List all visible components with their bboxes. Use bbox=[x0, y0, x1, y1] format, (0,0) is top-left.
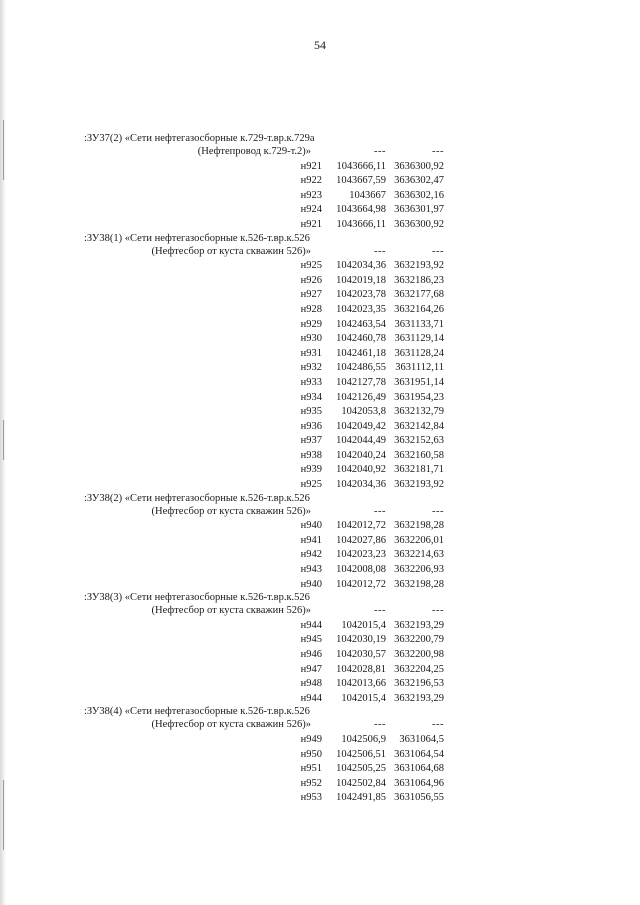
y-coordinate: 3632193,29 bbox=[394, 619, 444, 631]
point-label: н940 bbox=[300, 520, 322, 532]
x-coordinate: 1043667,59 bbox=[336, 175, 386, 187]
coordinate-row bbox=[84, 791, 464, 806]
point-label: н924 bbox=[300, 204, 322, 216]
point-label: н949 bbox=[300, 733, 322, 745]
parcel-title: :ЗУ38(3) «Сети нефтегазосборные к.526-т.вр.к.526 bbox=[84, 592, 310, 604]
y-coordinate: 3631064,68 bbox=[394, 763, 444, 775]
coordinate-row bbox=[84, 288, 464, 303]
point-label: н951 bbox=[300, 763, 322, 775]
point-label: н941 bbox=[300, 534, 322, 546]
point-label: н946 bbox=[300, 649, 322, 660]
point-label: н921 bbox=[300, 160, 322, 172]
x-coordinate: 1042486,55 bbox=[336, 362, 386, 374]
coordinate-row bbox=[84, 663, 464, 678]
point-label: н932 bbox=[300, 362, 322, 374]
point-label: н927 bbox=[300, 289, 322, 301]
parcel-title: :ЗУ38(1) «Сети нефтегазосборные к.526-т.вр.к.526 bbox=[84, 232, 310, 244]
x-coordinate: 1042506,9 bbox=[341, 733, 386, 745]
y-coordinate: 3631954,23 bbox=[394, 391, 444, 403]
y-coordinate: 3636302,16 bbox=[394, 189, 444, 201]
y-coordinate: 3636301,97 bbox=[394, 204, 444, 216]
coordinate-row bbox=[84, 619, 464, 634]
point-label: н925 bbox=[300, 260, 322, 272]
parcel-title-continuation: (Нефтесбор от куста скважин 526)» bbox=[151, 245, 311, 257]
x-coordinate: 1042127,78 bbox=[336, 376, 386, 388]
parcel-section bbox=[84, 592, 464, 706]
y-coordinate: 3631129,14 bbox=[394, 333, 444, 345]
parcel-section bbox=[84, 233, 464, 493]
x-coordinate: 1042049,42 bbox=[336, 420, 386, 432]
y-coordinate: 3632193,92 bbox=[394, 260, 444, 272]
point-label: н933 bbox=[300, 376, 322, 388]
coordinate-row bbox=[84, 189, 464, 204]
x-coordinate: 1042015,4 bbox=[341, 692, 386, 704]
y-coordinate: 3632200,98 bbox=[394, 649, 444, 660]
point-label: н937 bbox=[300, 435, 322, 447]
x-coordinate: 1042008,08 bbox=[336, 564, 386, 576]
header-y-dash: --- bbox=[432, 505, 444, 517]
header-y-dash: --- bbox=[432, 245, 444, 257]
coordinate-row bbox=[84, 633, 464, 648]
scan-artifact bbox=[3, 420, 4, 460]
parcel-title: :ЗУ38(4) «Сети нефтегазосборные к.526-т.вр.к.526 bbox=[84, 706, 310, 718]
parcel-title-continuation-row bbox=[84, 505, 464, 520]
coordinate-row bbox=[84, 274, 464, 289]
x-coordinate: 1042460,78 bbox=[336, 333, 386, 345]
x-coordinate: 1042023,78 bbox=[336, 289, 386, 301]
x-coordinate: 1042506,51 bbox=[336, 748, 386, 760]
point-label: н934 bbox=[300, 391, 322, 403]
x-coordinate: 1043666,11 bbox=[336, 218, 386, 230]
coordinate-row bbox=[84, 534, 464, 549]
y-coordinate: 3632132,79 bbox=[394, 406, 444, 418]
coordinate-row bbox=[84, 463, 464, 478]
y-coordinate: 3631133,71 bbox=[394, 318, 444, 330]
y-coordinate: 3636300,92 bbox=[394, 218, 444, 230]
coordinates-list bbox=[84, 133, 464, 806]
y-coordinate: 3632193,92 bbox=[394, 479, 444, 491]
coordinate-row bbox=[84, 449, 464, 464]
parcel-title: :ЗУ37(2) «Сети нефтегазосборные к.729-т.вр.к.729а bbox=[84, 133, 315, 144]
parcel-title-continuation: (Нефтесбор от куста скважин 526)» bbox=[151, 605, 311, 617]
x-coordinate: 1042023,23 bbox=[336, 549, 386, 561]
parcel-title-continuation: (Нефтесбор от куста скважин 526)» bbox=[151, 719, 311, 731]
x-coordinate: 1042012,72 bbox=[336, 578, 386, 590]
x-coordinate: 1043667 bbox=[349, 189, 386, 201]
coordinate-row bbox=[84, 420, 464, 435]
parcel-title-continuation: (Нефтесбор от куста скважин 526)» bbox=[151, 505, 311, 517]
header-y-dash: --- bbox=[432, 605, 444, 617]
coordinate-row bbox=[84, 361, 464, 376]
x-coordinate: 1042491,85 bbox=[336, 792, 386, 804]
coordinate-row bbox=[84, 733, 464, 748]
coordinate-row bbox=[84, 259, 464, 274]
point-label: н948 bbox=[300, 678, 322, 690]
y-coordinate: 3631128,24 bbox=[394, 347, 444, 359]
x-coordinate: 1042027,86 bbox=[336, 534, 386, 546]
y-coordinate: 3632204,25 bbox=[394, 663, 444, 675]
x-coordinate: 1042044,49 bbox=[336, 435, 386, 447]
x-coordinate: 1042019,18 bbox=[336, 274, 386, 286]
y-coordinate: 3632160,58 bbox=[394, 449, 444, 461]
coordinate-row bbox=[84, 203, 464, 218]
point-label: н935 bbox=[300, 406, 322, 418]
x-coordinate: 1042023,35 bbox=[336, 303, 386, 315]
point-label: н950 bbox=[300, 748, 322, 760]
header-y-dash: --- bbox=[432, 719, 444, 731]
scan-artifact bbox=[3, 780, 4, 850]
x-coordinate: 1042040,24 bbox=[336, 449, 386, 461]
point-label: н944 bbox=[300, 619, 322, 631]
coordinate-row bbox=[84, 677, 464, 692]
y-coordinate: 3632214,63 bbox=[394, 549, 444, 561]
x-coordinate: 1043664,98 bbox=[336, 204, 386, 216]
point-label: н925 bbox=[300, 479, 322, 491]
y-coordinate: 3632152,63 bbox=[394, 435, 444, 447]
y-coordinate: 3632164,26 bbox=[394, 303, 444, 315]
coordinate-row bbox=[84, 405, 464, 420]
y-coordinate: 3632186,23 bbox=[394, 274, 444, 286]
y-coordinate: 3631056,55 bbox=[394, 792, 444, 804]
coordinate-row bbox=[84, 318, 464, 333]
coordinate-row bbox=[84, 762, 464, 777]
coordinate-row bbox=[84, 376, 464, 391]
x-coordinate: 1042030,57 bbox=[336, 649, 386, 660]
x-coordinate: 1042015,4 bbox=[341, 619, 386, 631]
point-label: н943 bbox=[300, 564, 322, 576]
header-x-dash: --- bbox=[374, 245, 386, 257]
header-x-dash: --- bbox=[374, 605, 386, 617]
point-label: н944 bbox=[300, 692, 322, 704]
parcel-title-continuation-row bbox=[84, 245, 464, 260]
point-label: н947 bbox=[300, 663, 322, 675]
coordinate-row bbox=[84, 347, 464, 362]
point-label: н942 bbox=[300, 549, 322, 561]
x-coordinate: 1042012,72 bbox=[336, 520, 386, 532]
point-label: н939 bbox=[300, 464, 322, 476]
x-coordinate: 1042034,36 bbox=[336, 479, 386, 491]
coordinate-row bbox=[84, 434, 464, 449]
y-coordinate: 3632198,28 bbox=[394, 578, 444, 590]
y-coordinate: 3632206,93 bbox=[394, 564, 444, 576]
parcel-title-continuation-row bbox=[84, 604, 464, 619]
parcel-title: :ЗУ38(2) «Сети нефтегазосборные к.526-т.вр.к.526 bbox=[84, 492, 310, 504]
y-coordinate: 3636302,47 bbox=[394, 175, 444, 187]
point-label: н929 bbox=[300, 318, 322, 330]
x-coordinate: 1043666,11 bbox=[336, 160, 386, 172]
x-coordinate: 1042040,92 bbox=[336, 464, 386, 476]
y-coordinate: 3636300,92 bbox=[394, 160, 444, 172]
coordinate-row bbox=[84, 748, 464, 763]
point-label: н930 bbox=[300, 333, 322, 345]
y-coordinate: 3631064,5 bbox=[399, 733, 444, 745]
y-coordinate: 3632142,84 bbox=[394, 420, 444, 432]
y-coordinate: 3632193,29 bbox=[394, 692, 444, 704]
x-coordinate: 1042013,66 bbox=[336, 678, 386, 690]
header-x-dash: --- bbox=[374, 146, 386, 157]
coordinate-row bbox=[84, 218, 464, 233]
parcel-section bbox=[84, 133, 464, 233]
point-label: н928 bbox=[300, 303, 322, 315]
header-x-dash: --- bbox=[374, 505, 386, 517]
y-coordinate: 3632177,68 bbox=[394, 289, 444, 301]
coordinate-row bbox=[84, 303, 464, 318]
parcel-section bbox=[84, 493, 464, 593]
point-label: н931 bbox=[300, 347, 322, 359]
scan-artifact bbox=[3, 120, 4, 180]
x-coordinate: 1042028,81 bbox=[336, 663, 386, 675]
page-number: 54 bbox=[314, 38, 326, 52]
point-label: н926 bbox=[300, 274, 322, 286]
y-coordinate: 3631064,54 bbox=[394, 748, 444, 760]
coordinate-row bbox=[84, 519, 464, 534]
x-coordinate: 1042463,54 bbox=[336, 318, 386, 330]
parcel-title-continuation-row bbox=[84, 145, 464, 160]
coordinate-row bbox=[84, 563, 464, 578]
point-label: н922 bbox=[300, 175, 322, 187]
coordinate-row bbox=[84, 692, 464, 707]
coordinate-row bbox=[84, 648, 464, 663]
x-coordinate: 1042505,25 bbox=[336, 763, 386, 775]
y-coordinate: 3632200,79 bbox=[394, 634, 444, 646]
coordinate-row bbox=[84, 777, 464, 792]
header-x-dash: --- bbox=[374, 719, 386, 731]
point-label: н952 bbox=[300, 777, 322, 789]
parcel-section bbox=[84, 706, 464, 806]
x-coordinate: 1042502,84 bbox=[336, 777, 386, 789]
point-label: н938 bbox=[300, 449, 322, 461]
x-coordinate: 1042030,19 bbox=[336, 634, 386, 646]
x-coordinate: 1042461,18 bbox=[336, 347, 386, 359]
y-coordinate: 3632206,01 bbox=[394, 534, 444, 546]
y-coordinate: 3632198,28 bbox=[394, 520, 444, 532]
parcel-title-continuation-row bbox=[84, 718, 464, 733]
point-label: н940 bbox=[300, 578, 322, 590]
point-label: н923 bbox=[300, 189, 322, 201]
point-label: н921 bbox=[300, 218, 322, 230]
point-label: н936 bbox=[300, 420, 322, 432]
y-coordinate: 3631112,11 bbox=[395, 362, 444, 374]
x-coordinate: 1042126,49 bbox=[336, 391, 386, 403]
y-coordinate: 3631064,96 bbox=[394, 777, 444, 789]
coordinate-row bbox=[84, 174, 464, 189]
coordinate-row bbox=[84, 578, 464, 593]
coordinate-row bbox=[84, 160, 464, 175]
coordinate-row bbox=[84, 332, 464, 347]
y-coordinate: 3631951,14 bbox=[394, 376, 444, 388]
coordinate-row bbox=[84, 391, 464, 406]
x-coordinate: 1042034,36 bbox=[336, 260, 386, 272]
header-y-dash: --- bbox=[432, 146, 444, 157]
y-coordinate: 3632196,53 bbox=[394, 678, 444, 690]
point-label: н953 bbox=[300, 792, 322, 804]
y-coordinate: 3632181,71 bbox=[394, 464, 444, 476]
coordinate-row bbox=[84, 548, 464, 563]
x-coordinate: 1042053,8 bbox=[341, 406, 386, 418]
parcel-title-continuation: (Нефтепровод к.729-т.2)» bbox=[197, 146, 311, 157]
point-label: н945 bbox=[300, 634, 322, 646]
coordinate-row bbox=[84, 478, 464, 493]
